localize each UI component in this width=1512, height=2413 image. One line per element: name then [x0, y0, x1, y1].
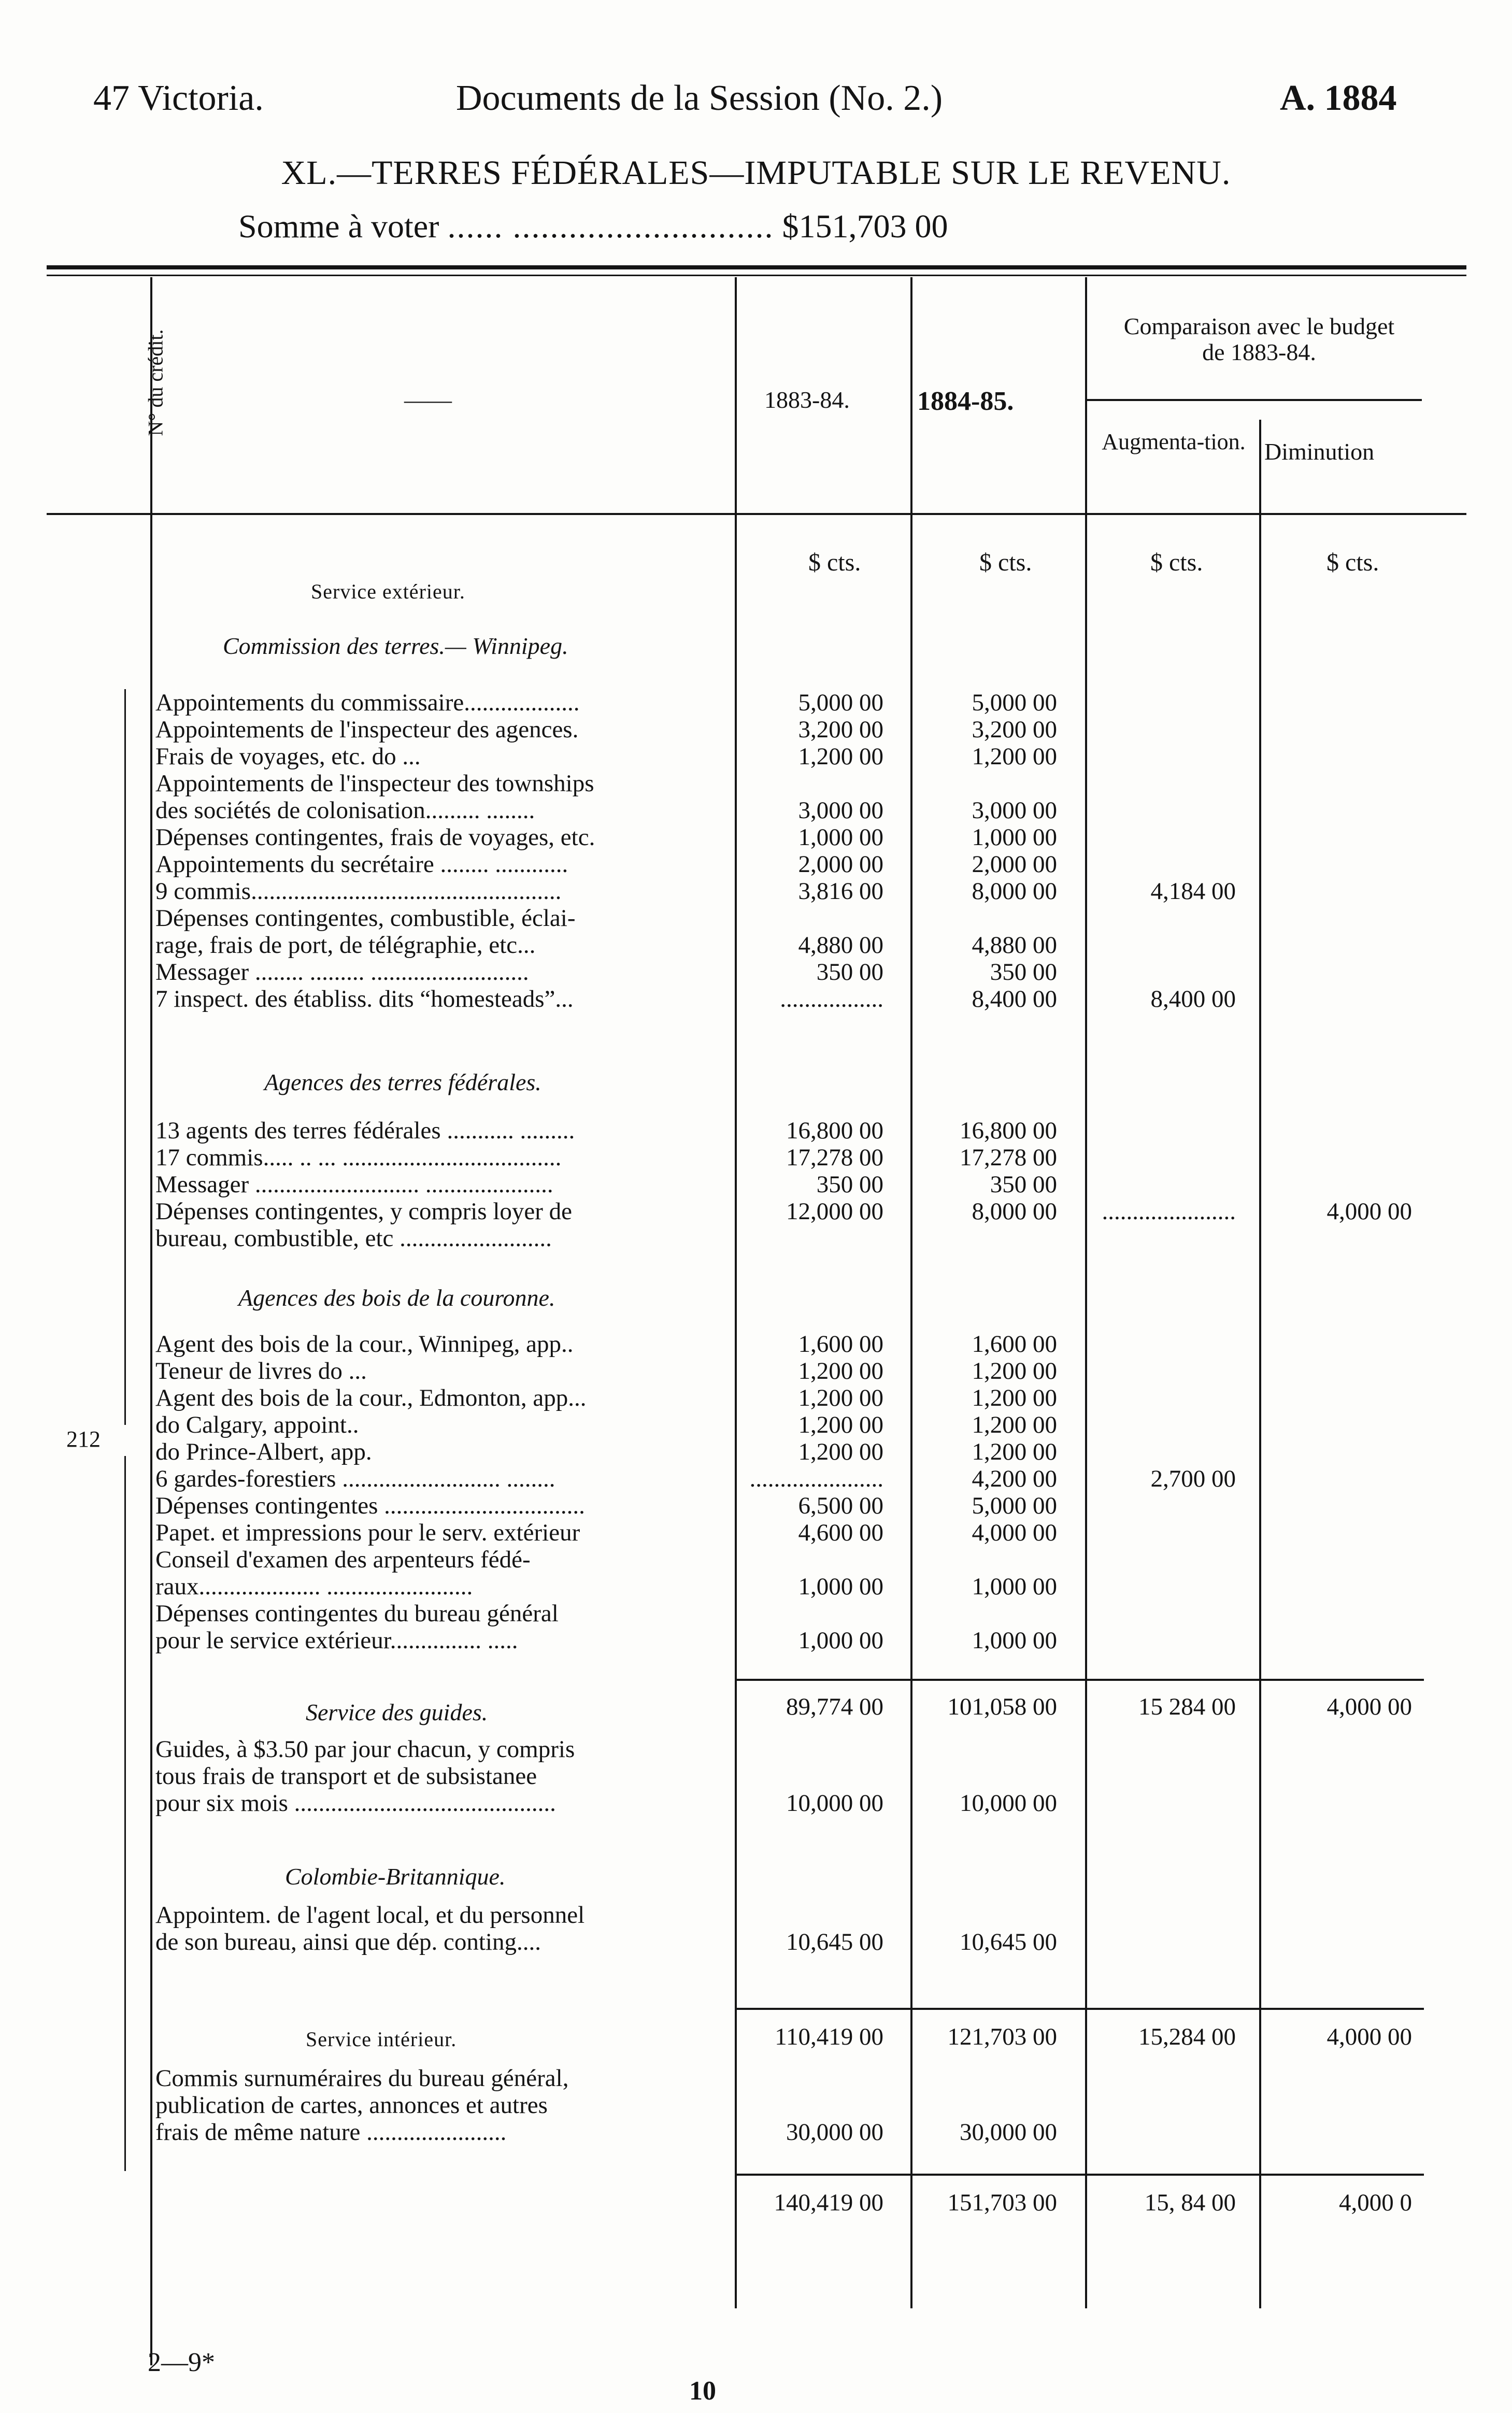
- footer-code: 2—9*: [148, 2348, 215, 2377]
- row-description: rage, frais de port, de télégraphie, etc...: [155, 932, 536, 959]
- section-agences-terres: Agences des terres fédérales.: [264, 1069, 541, 1095]
- row-description: Dépenses contingentes, frais de voyages, etc.: [155, 824, 595, 851]
- page-title: XL.—TERRES FÉDÉRALES—IMPUTABLE SUR LE REVENU.: [281, 154, 1231, 192]
- row-description: 17 commis..... .. ... ....................................: [155, 1144, 562, 1171]
- total-value-d: 4,000 00: [1326, 1693, 1412, 1720]
- row-description: do Prince-Albert, app.: [155, 1438, 372, 1465]
- row-description: raux.................... ........................: [155, 1573, 473, 1600]
- top-rule-thin: [47, 275, 1466, 276]
- table-row: [0, 1117, 1512, 1144]
- total-value-d: 4,000 00: [1326, 2023, 1412, 2050]
- header-center: Documents de la Session (No. 2.): [456, 78, 943, 118]
- row-value-a: 12,000 00: [786, 1198, 883, 1225]
- row-description: Conseil d'examen des arpenteurs fédé-: [155, 1546, 531, 1573]
- row-value-b: 10,000 00: [960, 1790, 1057, 1817]
- table-row: [0, 986, 1512, 1012]
- row-value-c: ......................: [1102, 1198, 1236, 1225]
- row-value-b: 350 00: [990, 1171, 1057, 1198]
- row-description: Appointem. de l'agent local, et du personnel: [155, 1902, 585, 1929]
- row-description: Messager ........ ......... ..........................: [155, 959, 529, 986]
- total-row: [0, 2023, 1512, 2050]
- table-row: [0, 1600, 1512, 1627]
- credit-number: 212: [66, 1426, 101, 1452]
- row-description: Messager ........................... .....................: [155, 1171, 553, 1198]
- row-description: Appointements du secrétaire ........ ............: [155, 851, 568, 878]
- row-value-a: 350 00: [816, 959, 883, 986]
- table-row: [0, 1929, 1512, 1955]
- row-value-b: 1,600 00: [972, 1331, 1057, 1358]
- table-row: [0, 1790, 1512, 1817]
- row-description: Dépenses contingentes, y compris loyer de: [155, 1198, 573, 1225]
- row-value-b: 8,000 00: [972, 1198, 1057, 1225]
- total-value-d: 4,000 0: [1339, 2189, 1412, 2216]
- table-row: [0, 2092, 1512, 2119]
- table-row: [0, 1492, 1512, 1519]
- row-value-a: 6,500 00: [798, 1492, 883, 1519]
- table-row: [0, 1627, 1512, 1654]
- section-guides: Service des guides.: [306, 1699, 488, 1725]
- section-colombie: Colombie-Britannique.: [285, 1863, 506, 1890]
- table-row: [0, 824, 1512, 851]
- row-value-a: 30,000 00: [786, 2119, 883, 2146]
- row-value-b: 4,200 00: [972, 1465, 1057, 1492]
- row-description: 13 agents des terres fédérales ........... .........: [155, 1117, 575, 1144]
- row-value-a: .................: [780, 986, 883, 1012]
- row-value-a: 1,200 00: [798, 1358, 883, 1384]
- table-row: [0, 959, 1512, 986]
- table-row: [0, 2065, 1512, 2092]
- table-row: [0, 1546, 1512, 1573]
- row-value-a: 17,278 00: [786, 1144, 883, 1171]
- row-description: Agent des bois de la cour., Edmonton, app...: [155, 1384, 587, 1411]
- table-row: [0, 1198, 1512, 1225]
- somme-line: [238, 207, 948, 246]
- row-description: 6 gardes-forestiers .......................... ........: [155, 1465, 555, 1492]
- row-description: Dépenses contingentes .................................: [155, 1492, 585, 1519]
- row-value-b: 1,200 00: [972, 1358, 1057, 1384]
- row-value-a: 1,000 00: [798, 824, 883, 851]
- row-value-a: 3,200 00: [798, 716, 883, 743]
- row-value-a: 1,200 00: [798, 1438, 883, 1465]
- subtotal-rule-1: [735, 1679, 1424, 1681]
- table-row: [0, 932, 1512, 959]
- row-description: Teneur de livres do ...: [155, 1358, 367, 1384]
- unit-y2: $ cts.: [979, 549, 1032, 576]
- dim-column-header: Diminution: [1264, 438, 1375, 465]
- section-agences-bois: Agences des bois de la couronne.: [238, 1284, 555, 1311]
- unit-aug: $ cts.: [1150, 549, 1203, 576]
- header-left: 47 Victoria.: [93, 78, 264, 118]
- col-rule-credit: [150, 277, 152, 2365]
- row-description: do Calgary, appoint..: [155, 1411, 359, 1438]
- table-row: [0, 716, 1512, 743]
- total-value-c: 15,284 00: [1138, 2023, 1236, 2050]
- subtotal-rule-2: [735, 2008, 1424, 2010]
- row-description: 9 commis...................................................: [155, 878, 562, 905]
- row-value-a: 1,000 00: [798, 1627, 883, 1654]
- total-value-a: 89,774 00: [786, 1693, 883, 1720]
- total-row: [0, 2189, 1512, 2216]
- header-bottom-rule: [47, 513, 1466, 515]
- table-row: [0, 1736, 1512, 1763]
- row-value-b: 1,000 00: [972, 1573, 1057, 1600]
- row-description: Guides, à $3.50 par jour chacun, y compris: [155, 1736, 575, 1763]
- row-value-b: 2,000 00: [972, 851, 1057, 878]
- top-rule: [47, 265, 1466, 269]
- header-right: A. 1884: [1280, 78, 1397, 118]
- subtotal-rule-3: [735, 2174, 1424, 2176]
- row-value-b: 10,645 00: [960, 1929, 1057, 1955]
- table-row: [0, 1411, 1512, 1438]
- table-row: [0, 2119, 1512, 2146]
- row-value-b: 1,200 00: [972, 1438, 1057, 1465]
- comparison-rule: [1085, 399, 1422, 401]
- row-value-b: 4,880 00: [972, 932, 1057, 959]
- table-row: [0, 1358, 1512, 1384]
- total-value-a: 140,419 00: [774, 2189, 883, 2216]
- row-description: de son bureau, ainsi que dép. conting....: [155, 1929, 541, 1955]
- y2-column-header: 1884-85.: [917, 387, 1014, 416]
- row-value-a: 16,800 00: [786, 1117, 883, 1144]
- row-value-b: 3,000 00: [972, 797, 1057, 824]
- row-value-a: 1,200 00: [798, 1384, 883, 1411]
- row-value-a: 1,200 00: [798, 1411, 883, 1438]
- row-value-c: 4,184 00: [1150, 878, 1236, 905]
- total-value-b: 101,058 00: [947, 1693, 1057, 1720]
- table-row: [0, 770, 1512, 797]
- row-value-b: 350 00: [990, 959, 1057, 986]
- row-value-b: 1,200 00: [972, 1384, 1057, 1411]
- table-row: [0, 1902, 1512, 1929]
- total-value-b: 121,703 00: [947, 2023, 1057, 2050]
- row-description: Appointements du commissaire...................: [155, 689, 580, 716]
- row-value-b: 5,000 00: [972, 689, 1057, 716]
- table-row: [0, 1384, 1512, 1411]
- row-value-b: 8,000 00: [972, 878, 1057, 905]
- credit-column-header: N° du crédit.: [144, 329, 167, 436]
- row-value-a: 10,645 00: [786, 1929, 883, 1955]
- row-value-a: 1,600 00: [798, 1331, 883, 1358]
- total-value-a: 110,419 00: [775, 2023, 883, 2050]
- row-value-a: 3,000 00: [798, 797, 883, 824]
- row-value-b: 1,200 00: [972, 1411, 1057, 1438]
- row-description: Commis surnuméraires du bureau général,: [155, 2065, 569, 2092]
- table-row: [0, 1573, 1512, 1600]
- row-value-a: 2,000 00: [798, 851, 883, 878]
- table-row: [0, 797, 1512, 824]
- row-value-a: 4,600 00: [798, 1519, 883, 1546]
- row-value-a: 1,200 00: [798, 743, 883, 770]
- row-value-b: 1,200 00: [972, 743, 1057, 770]
- row-value-a: 5,000 00: [798, 689, 883, 716]
- row-value-b: 17,278 00: [960, 1144, 1057, 1171]
- table-row: [0, 878, 1512, 905]
- row-value-b: 1,000 00: [972, 824, 1057, 851]
- section-commission: Commission des terres.— Winnipeg.: [223, 633, 568, 659]
- somme-label: Somme à voter: [238, 208, 439, 245]
- section-service-exterieur: Service extérieur.: [311, 580, 465, 603]
- row-description: Appointements de l'inspecteur des agences.: [155, 716, 579, 743]
- table-row: [0, 1331, 1512, 1358]
- table-row: [0, 905, 1512, 932]
- total-value-c: 15, 84 00: [1144, 2189, 1236, 2216]
- row-description: tous frais de transport et de subsistanee: [155, 1763, 537, 1790]
- row-description: 7 inspect. des établiss. dits “homesteads”...: [155, 986, 574, 1012]
- row-value-b: 4,000 00: [972, 1519, 1057, 1546]
- row-description: publication de cartes, annonces et autres: [155, 2092, 548, 2119]
- row-value-d: 4,000 00: [1326, 1198, 1412, 1225]
- row-value-b: 5,000 00: [972, 1492, 1057, 1519]
- total-row: [0, 1693, 1512, 1720]
- row-value-b: 16,800 00: [960, 1117, 1057, 1144]
- row-description: bureau, combustible, etc .........................: [155, 1225, 552, 1252]
- table-row: [0, 689, 1512, 716]
- table-row: [0, 1438, 1512, 1465]
- comparison-header: Comparaison avec le budget de 1883-84.: [1123, 313, 1395, 365]
- col-rule-desc: [735, 277, 737, 2308]
- row-description: Agent des bois de la cour., Winnipeg, app..: [155, 1331, 574, 1358]
- row-description: Appointements de l'inspecteur des townships: [155, 770, 594, 797]
- row-value-b: 1,000 00: [972, 1627, 1057, 1654]
- row-value-a: 4,880 00: [798, 932, 883, 959]
- row-value-b: 30,000 00: [960, 2119, 1057, 2146]
- row-description: pour le service extérieur............... .....: [155, 1627, 518, 1654]
- table-row: [0, 1519, 1512, 1546]
- table-row: [0, 1144, 1512, 1171]
- somme-dots: ...... ............................: [447, 208, 774, 245]
- row-value-b: 8,400 00: [972, 986, 1057, 1012]
- total-value-b: 151,703 00: [947, 2189, 1057, 2216]
- somme-amount: $151,703 00: [782, 208, 948, 245]
- row-value-c: 2,700 00: [1150, 1465, 1236, 1492]
- table-row: [0, 1763, 1512, 1790]
- row-value-b: 3,200 00: [972, 716, 1057, 743]
- total-value-c: 15 284 00: [1138, 1693, 1236, 1720]
- table-row: [0, 1465, 1512, 1492]
- row-description: Dépenses contingentes du bureau général: [155, 1600, 559, 1627]
- table-row: [0, 1171, 1512, 1198]
- table-row: [0, 1225, 1512, 1252]
- row-description: Dépenses contingentes, combustible, éclai-: [155, 905, 576, 932]
- table-row: [0, 743, 1512, 770]
- section-service-interieur: Service intérieur.: [306, 2028, 457, 2051]
- table-row: [0, 851, 1512, 878]
- col-rule-y1: [910, 277, 912, 2308]
- row-value-a: 350 00: [816, 1171, 883, 1198]
- row-description: frais de même nature .......................: [155, 2119, 507, 2146]
- row-value-a: 3,816 00: [798, 878, 883, 905]
- col-rule-y2: [1085, 277, 1087, 2308]
- unit-dim: $ cts.: [1326, 549, 1379, 576]
- page-number: 10: [689, 2376, 716, 2406]
- aug-column-header: Augmenta-tion.: [1102, 429, 1246, 454]
- desc-column-header: ——: [404, 387, 452, 413]
- row-description: Frais de voyages, etc. do ...: [155, 743, 421, 770]
- unit-y1: $ cts.: [808, 549, 861, 576]
- row-value-a: ......................: [749, 1465, 883, 1492]
- row-description: des sociétés de colonisation......... ........: [155, 797, 535, 824]
- row-value-c: 8,400 00: [1150, 986, 1236, 1012]
- row-description: Papet. et impressions pour le serv. extérieur: [155, 1519, 580, 1546]
- row-description: pour six mois ...........................................: [155, 1790, 556, 1817]
- row-value-a: 10,000 00: [786, 1790, 883, 1817]
- row-value-a: 1,000 00: [798, 1573, 883, 1600]
- y1-column-header: 1883-84.: [764, 387, 850, 413]
